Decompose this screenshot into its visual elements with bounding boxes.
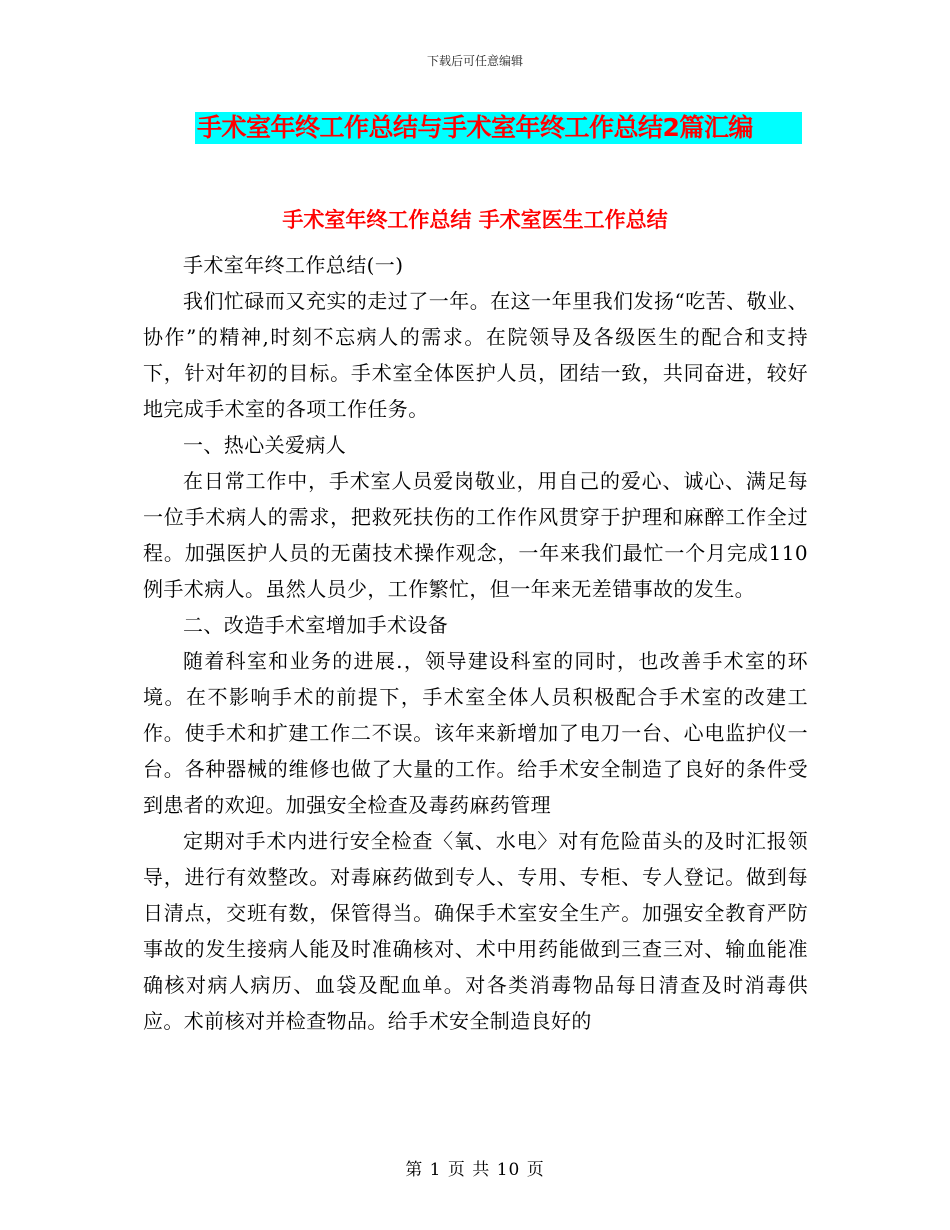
header-note: 下载后可任意编辑 (426, 54, 523, 68)
paragraph: 我们忙碌而又充实的走过了一年。在这一年里我们发扬“吃苦、敬业、协作”的精神,时刻不忘病人的需求。在院领导及各级医生的配合和支持下，针对年初的目标。手术室全体医护人员，团结一致，共同奋进，较好地完成手术室的各项工作任务。 (143, 289, 808, 421)
page-number: 第 1 页 共 10 页 (405, 1160, 545, 1180)
paragraph: 随着科室和业务的进展.，领导建设科室的同时，也改善手术室的环境。在不影响手术的前提下，手术室全体人员积极配合手术室的改建工作。使手术和扩建工作二不误。该年来新增加了电刀一台、心电监护仪一台。各种器械的维修也做了大量的工作。给手术安全制造了良好的条件受到患者的欢迎。加强安全检查及毒药麻药管理 (143, 649, 808, 817)
paragraph-heading: 一、热心关爱病人 (183, 433, 347, 457)
document-title: 手术室年终工作总结与手术室年终工作总结2篇汇编 (195, 112, 802, 144)
body-text (143, 247, 808, 1039)
paragraph: 在日常工作中，手术室人员爱岗敬业，用自己的爱心、诚心、满足每一位手术病人的需求，把救死扶伤的工作作风贯穿于护理和麻醉工作全过程。加强医护人员的无菌技术操作观念，一年来我们最忙一个月完成110例手术病人。虽然人员少，工作繁忙，但一年来无差错事故的发生。 (143, 469, 808, 601)
paragraph-heading: 手术室年终工作总结(一) (183, 253, 404, 277)
section-title: 手术室年终工作总结 手术室医生工作总结 (282, 208, 668, 232)
paragraph: 定期对手术内进行安全检查〈氧、水电〉对有危险苗头的及时汇报领导，进行有效整改。对毒麻药做到专人、专用、专柜、专人登记。做到每日清点，交班有数，保管得当。确保手术室安全生产。加强安全教育严防事故的发生接病人能及时准确核对、术中用药能做到三查三对、输血能准确核对病人病历、血袋及配血单。对各类消毒物品每日清查及时消毒供应。术前核对并检查物品。给手术安全制造良好的 (143, 829, 808, 1033)
paragraph-heading: 二、改造手术室增加手术设备 (183, 613, 449, 637)
